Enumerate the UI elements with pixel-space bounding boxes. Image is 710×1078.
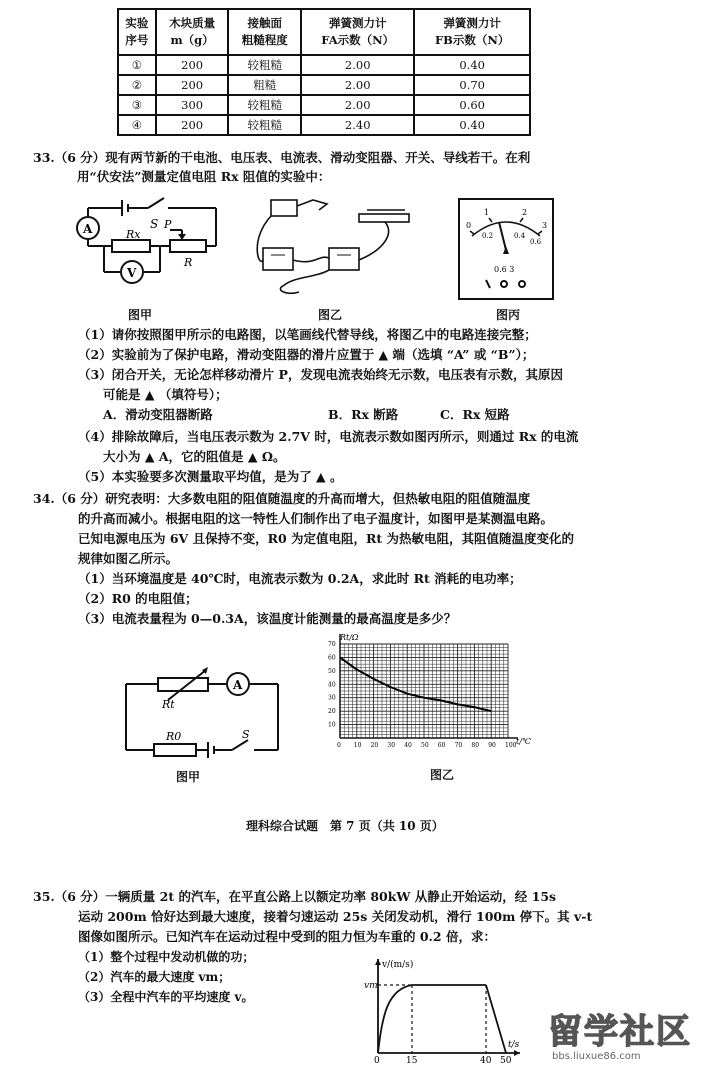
y-tick-label: 50 (328, 667, 336, 675)
dial-tick: 0 (466, 221, 472, 230)
rheostat-label: R (184, 256, 193, 269)
y-tick-label: 20 (328, 708, 336, 716)
q33-intro-line2: 用“伏安法”测量定值电阻 Rx 阻值的实验中： (77, 169, 331, 184)
q33-item: （5）本实验要多次测量取平均值，是为了 ▲ 。 (78, 469, 343, 484)
dial-tick: 2 (522, 208, 528, 217)
table-cell: ④ (118, 115, 156, 135)
q35-item: （3）全程中汽车的平均速度 v。 (78, 990, 254, 1004)
table-cell: 0.40 (414, 55, 530, 75)
table-header-row (118, 9, 530, 55)
vt-x-tick: 40 (480, 1056, 492, 1066)
q34-line: 已知电源电压为 6V 且保持不变，R0 为定值电阻，Rt 为热敏电阻，其阻值随温度变化的 (78, 531, 575, 546)
x-tick-label: 100 (505, 742, 517, 749)
q34-item: （1）当环境温度是 40℃时，电流表示数为 0.2A，求此时 Rt 消耗的电功率； (78, 571, 522, 586)
table-cell: 200 (156, 115, 229, 135)
q35-item: （2）汽车的最大速度 vm； (78, 970, 231, 984)
watermark-url: bbs.liuxue86.com (552, 1051, 641, 1062)
table-cell: 200 (156, 55, 229, 75)
table-cell: ② (118, 75, 156, 95)
q35-line: 35.（6 分）一辆质量 2t 的汽车，在平直公路上以额定功率 80kW 从静止开始运动，经 15s (33, 889, 557, 904)
x-tick-label: 80 (471, 742, 480, 749)
q34-item: （3）电流表量程为 0—0.3A，该温度计能测量的最高温度是多少？ (78, 611, 457, 626)
table-cell: 200 (156, 75, 229, 95)
table-cell: 较粗糙 (228, 115, 301, 135)
dial-terminals: 0.6 3 (494, 265, 515, 274)
watermark-logo (548, 1004, 710, 1064)
vt-x-label: t/s (508, 1040, 520, 1050)
table-row (118, 55, 530, 75)
y-tick-label: 10 (328, 721, 336, 729)
x-tick-label: 30 (387, 742, 396, 749)
figure-caption: 图乙 (430, 768, 455, 782)
q33-item: （1）请你按照图甲所示的电路图，以笔画线代替导线，将图乙中的电路连接完整； (78, 327, 537, 342)
watermark-text: 留学社区 (548, 1012, 692, 1052)
header-cell: 弹簧测力计 FA示数（N） (301, 9, 414, 55)
q34-line: 的升高而减小。根据电阻的这一特性人们制作出了电子温度计，如图甲是某测温电路。 (78, 511, 554, 526)
y-axis-label: Rt/Ω (340, 633, 359, 642)
friction-experiment-table (117, 8, 531, 136)
dial-tick: 3 (542, 221, 548, 230)
rt-temperature-chart (320, 630, 530, 760)
table-row (118, 75, 530, 95)
y-tick-label: 70 (328, 641, 336, 648)
q34-circuit-diagram (122, 668, 292, 764)
r0-label: R0 (166, 730, 182, 743)
table-cell: 300 (156, 95, 229, 115)
x-tick-label: 0 (337, 742, 341, 749)
vt-y-label: v/(m/s) (382, 960, 414, 970)
vt-x-tick: 15 (406, 1056, 418, 1066)
x-tick-label: 90 (488, 742, 496, 749)
x-tick-label: 40 (404, 742, 412, 749)
y-tick-label: 60 (328, 654, 336, 662)
figure-caption: 图甲 (176, 770, 201, 784)
chart-grid (340, 644, 508, 738)
dial-tick: 0.4 (514, 232, 526, 240)
q33-circuit-diagram (70, 194, 230, 304)
table-cell: 0.40 (414, 115, 530, 135)
table-cell: 2.40 (301, 115, 414, 135)
header-cell: 弹簧测力计 FB示数（N） (414, 9, 530, 55)
table-cell: 0.70 (414, 75, 530, 95)
q35-line: 运动 200m 恰好达到最大速度，接着匀速运动 25s 关闭发动机，滑行 100m 停下。其 v-t (78, 909, 593, 924)
q33-ammeter-dial (458, 198, 554, 300)
vm-label: vm (364, 981, 378, 991)
dial-tick: 0.2 (482, 232, 494, 240)
figure-caption: 图乙 (318, 308, 343, 322)
table-cell: 0.60 (414, 95, 530, 115)
dial-tick: 0.6 (530, 238, 542, 246)
table-cell: 粗糙 (228, 75, 301, 95)
vt-x-tick: 50 (500, 1056, 512, 1066)
voltmeter-icon: V (127, 266, 137, 280)
q33-option: C．Rx 短路 (440, 407, 510, 422)
q33-option: B．Rx 断路 (328, 407, 399, 422)
figure-caption: 图丙 (496, 308, 521, 322)
y-tick-label: 40 (328, 681, 336, 689)
table-cell: ① (118, 55, 156, 75)
vt-graph (360, 955, 530, 1065)
table-cell: 2.00 (301, 55, 414, 75)
q34-item: （2）R0 的电阻值； (78, 591, 198, 606)
table-cell: 2.00 (301, 95, 414, 115)
q33-item: （3）闭合开关，无论怎样移动滑片 P，发现电流表始终无示数，电压表有示数，其原因 (78, 367, 563, 382)
x-tick-label: 50 (421, 742, 429, 749)
header-cell: 木块质量 m（g） (156, 9, 229, 55)
q35-item: （1）整个过程中发动机做的功； (78, 950, 255, 964)
q33-intro-line1: 33.（6 分）现有两节新的干电池、电压表、电流表、滑动变阻器、开关、导线若干。在利 (33, 150, 531, 165)
switch-label: S (150, 217, 159, 231)
ammeter-icon: A (83, 222, 93, 236)
page-footer: 理科综合试题 第 7 页（共 10 页） (246, 819, 444, 833)
table-cell: ③ (118, 95, 156, 115)
rx-label: Rx (126, 228, 141, 241)
table-cell: 较粗糙 (228, 55, 301, 75)
q33-item: 可能是 ▲ （填符号）； (103, 387, 228, 402)
x-tick-label: 70 (454, 742, 463, 749)
table-cell: 2.00 (301, 75, 414, 95)
table-cell: 较粗糙 (228, 95, 301, 115)
y-tick-label: 30 (328, 694, 336, 702)
q33-item: （2）实验前为了保护电路，滑动变阻器的滑片应置于 ▲ 端（选填 “A” 或 “B”）； (78, 347, 535, 362)
x-tick-label: 20 (370, 742, 379, 749)
slider-label: P (164, 218, 172, 231)
x-tick-label: 60 (437, 742, 446, 749)
x-tick-label: 10 (353, 742, 362, 749)
q33-item: （4）排除故障后，当电压表示数为 2.7V 时，电流表示数如图丙所示，则通过 Rx 的电流 (78, 429, 579, 444)
q35-line: 图像如图所示。已知汽车在运动过程中受到的阻力恒为车重的 0.2 倍，求： (78, 929, 496, 944)
x-axis-label: t/℃ (516, 737, 531, 746)
ammeter-icon: A (233, 678, 243, 692)
q33-option: A．滑动变阻器断路 (103, 407, 213, 422)
dial-tick: 1 (484, 208, 490, 217)
figure-caption: 图甲 (128, 308, 153, 322)
table-row (118, 95, 530, 115)
q34-line: 34.（6 分）研究表明：大多数电阻的阻值随温度的升高而增大，但热敏电阻的阻值随温度 (33, 491, 531, 506)
table-row (118, 115, 530, 135)
q34-line: 规律如图乙所示。 (78, 551, 179, 566)
q33-physical-circuit-sketch (255, 190, 415, 300)
header-cell: 接触面 粗糙程度 (228, 9, 301, 55)
rt-label: Rt (162, 698, 175, 711)
q33-item: 大小为 ▲ A，它的阻值是 ▲ Ω。 (103, 449, 286, 464)
vt-x-tick: 0 (374, 1056, 380, 1066)
header-cell: 实验 序号 (118, 9, 156, 55)
switch-label: S (242, 728, 250, 741)
